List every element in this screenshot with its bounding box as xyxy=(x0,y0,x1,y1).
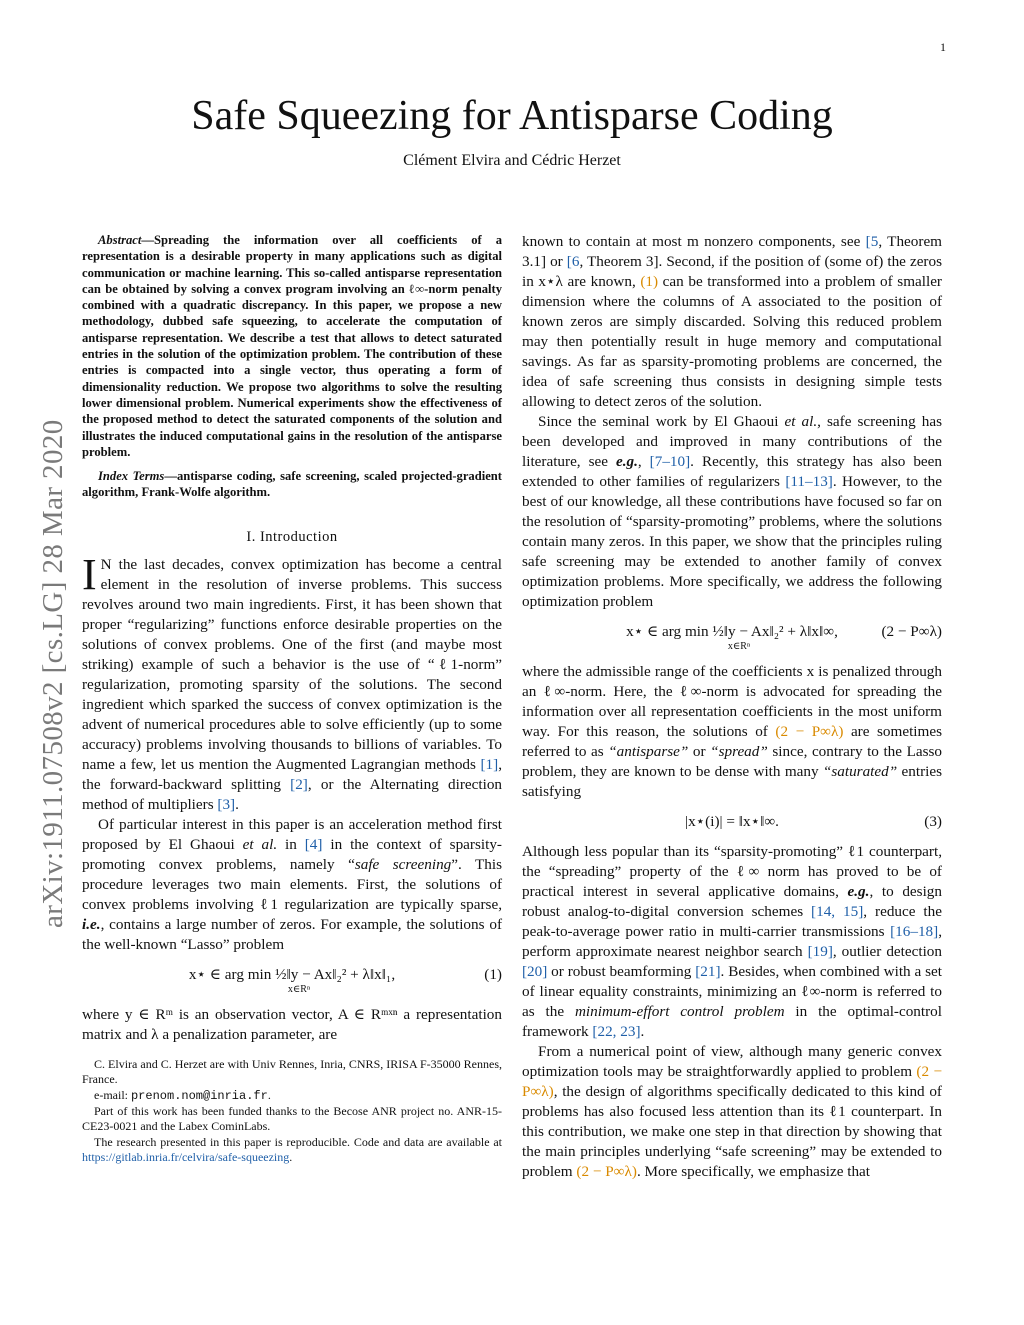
right-paragraph-1: known to contain at most m nonzero components, see [5, Theorem 3.1] or [6, Theorem 3]. Second, if the position of (some of) the zeros in x⋆λ are known, (1) can be transformed into a problem of smaller dimension where the columns of A associated to the position of known zeros are simply discarded. Solving this reduced problem may then potentially result in huge memory and computational savings. As far as sparsity-promoting problems are concerned, the idea of safe screening thus consists in designing simple tests allowing to detect zeros of the solution. xyxy=(522,233,943,410)
equation-3 xyxy=(522,812,942,832)
footnotes xyxy=(82,1057,502,1166)
citation-link[interactable]: [2] xyxy=(290,775,308,793)
left-column xyxy=(82,232,502,1166)
abstract-text: Spreading the information over all coefficients of a representation is a desirable property in many applications such as digital communication or machine learning. This so-called antisparse representation can be obtained by solving a convex program involving an ℓ∞-norm penalty combined with a quadratic discrepancy. In this paper, we propose a new methodology, dubbed safe squeezing, to accelerate the computation of antisparse representation. We describe a test that allows to detect saturated entries in the solution of the optimization problem. The contribution of these entries is compacted into a single vector, thus operating a form of dimensionality reduction. We propose two algorithms to solve the resulting lower dimensional problem. Numerical experiments show the effectiveness of the proposed method to detect the saturated components of the solution and illustrates the induced computational gains in the resolution of the antisparse problem. xyxy=(82,233,502,459)
citation-link[interactable]: [7–10] xyxy=(649,453,691,470)
footnote-reproducibility: The research presented in this paper is reproducible. Code and data are available at https://gitlab.inria.fr/celvira/safe-squeezing. xyxy=(82,1134,502,1165)
email-address: prenom.nom@inria.fr xyxy=(130,1088,268,1103)
equation-2-body: x⋆ ∈ arg min ½‖y − Ax‖₂² + λ‖x‖∞, xyxy=(626,623,838,640)
equation-1-number: (1) xyxy=(484,965,502,983)
citation-link[interactable]: [21] xyxy=(695,963,721,980)
abstract-label: Abstract xyxy=(98,233,142,247)
citation-link[interactable]: [4] xyxy=(304,835,323,853)
equation-1-subscript: x∈Rⁿ xyxy=(287,983,311,995)
right-paragraph-3: where the admissible range of the coefficients x is penalized through an ℓ∞-norm. Here, the ℓ∞-norm is advocated for spreading the information over all representation coefficients in the most uniform way. For this reason, the solutions of (2 − P∞λ) are sometimes referred to as “antisparse” or “spread” since, contrary to the Lasso problem, they are known to be dense with many “saturated” entries satisfying xyxy=(522,663,943,800)
section-heading-introduction: I. Introduction xyxy=(246,528,338,545)
code-repository-link[interactable]: https://gitlab.inria.fr/celvira/safe-squeezing xyxy=(82,1150,290,1165)
intro-paragraph-1: I N the last decades, convex optimization has become a central element in the resolution of inverse problems. This success revolves around two main ingredients. First, it has been shown that proper “regularizing” functions enforce desirable properties on the solutions of convex problems. One of the first (and maybe most striking) example of such a behavior is the use of “ℓ1-norm” regularization, promoting sparsity of the solutions. The second ingredient which sparked the success of convex optimization is the advent of numerical procedures able to solve efficiently (up to some accuracy) problems involving thousands to billions of variables. To name a few, let us mention the Augmented Lagrangian methods [1], the forward-backward splitting [2], or the Alternating direction method of multipliers [3]. xyxy=(82,549,503,813)
arxiv-identifier-stamp: arXiv:1911.07508v2 [cs.LG] 28 Mar 2020 xyxy=(37,419,69,928)
equation-reference-link[interactable]: (2 − P∞λ) xyxy=(775,723,844,740)
paper-title: Safe Squeezing for Antisparse Coding xyxy=(191,93,833,139)
page-number: 1 xyxy=(940,40,946,54)
citation-link[interactable]: [20] xyxy=(522,963,548,980)
index-terms-label: Index Terms xyxy=(98,469,165,484)
citation-link[interactable]: [22, 23] xyxy=(592,1023,641,1040)
intro-paragraph-2: Of particular interest in this paper is an acceleration method first proposed by El Ghaoui et al. in [4] in the context of sparsity-promoting convex problems, namely “safe screening”. This procedure leverages two main elements. First, the solutions of convex problems involving ℓ1 regularization are typically sparse, i.e., contains a large number of zeros. For example, the solutions of the well-known “Lasso” problem xyxy=(82,815,503,953)
index-terms-text: antisparse coding, safe screening, scaled projected-gradient algorithm, Frank-Wolfe algorithm. xyxy=(82,469,502,500)
equation-2-subscript: x∈Rⁿ xyxy=(727,641,751,652)
citation-link[interactable]: [6 xyxy=(566,253,580,270)
right-paragraph-2: Since the seminal work by El Ghaoui et al., safe screening has been developed and improved in many contributions of the literature, see e.g., [7–10]. Recently, this strategy has also been extended to other families of regularizers [11–13]. However, to the best of our knowledge, all these contributions have focused so far on the resolution of “sparsity-promoting” problems, where the solutions contain many zeros. In this paper, we show that the principles ruling safe screening may be extended to another family of convex optimization problems. More specifically, we address the following optimization problem xyxy=(522,413,943,610)
equation-reference-link[interactable]: (2 − P∞λ) xyxy=(522,1063,943,1100)
right-column xyxy=(522,232,942,1182)
abstract: Abstract—Spreading the information over all coefficients of a representation is a desirable property in many applications such as digital communication or machine learning. This so-called antisparse representation can be obtained by solving a convex program involving an ℓ∞-norm penalty combined with a quadratic discrepancy. In this paper, we propose a new methodology, dubbed safe squeezing, to accelerate the computation of antisparse representation. We describe a test that allows to detect saturated entries in the solution of the optimization problem. The contribution of these entries is compacted into a single vector, thus operating a form of dimensionality reduction. We propose two algorithms to solve the resulting lower dimensional problem. Numerical experiments show the effectiveness of the proposed method to detect the saturated components of the solution and illustrates the induced computational gains in the resolution of the antisparse problem. xyxy=(82,233,502,459)
equation-3-body: |x⋆(i)| = ‖x⋆‖∞. xyxy=(685,813,779,830)
equation-2 xyxy=(522,622,942,652)
citation-link[interactable]: [19] xyxy=(807,943,833,960)
citation-link[interactable]: [11–13] xyxy=(785,473,833,490)
citation-link[interactable]: [5 xyxy=(865,233,879,250)
drop-cap: I xyxy=(82,549,97,599)
paper-authors: Clément Elvira and Cédric Herzet xyxy=(403,152,621,169)
equation-1 xyxy=(82,965,502,995)
right-paragraph-4: Although less popular than its “sparsity-promoting” ℓ1 counterpart, the “spreading” property of the ℓ∞ norm has proved to be of practical interest in several applicative domains, e.g., to design robust analog-to-digital conversion schemes [14, 15], reduce the peak-to-average power ratio in multi-carrier transmissions [16–18], perform approximate nearest neighbor search [19], outlier detection [20] or robust beamforming [21]. Besides, when combined with a set of linear equality constraints, minimizing an ℓ∞-norm is referred to as the minimum-effort control problem in the optimal-control framework [22, 23]. xyxy=(522,843,942,1040)
equation-1-body: x⋆ ∈ arg min ½‖y − Ax‖₂² + λ‖x‖₁, xyxy=(188,965,396,983)
footnote-affiliation: C. Elvira and C. Herzet are with Univ Rennes, Inria, CNRS, IRISA F-35000 Rennes, France. xyxy=(82,1056,502,1087)
citation-link[interactable]: [14, 15] xyxy=(811,903,864,920)
footnote-funding: Part of this work has been funded thanks to the Becose ANR project no. ANR-15-CE23-0021 and the Labex CominLabs. xyxy=(82,1103,502,1134)
citation-link[interactable]: [16–18] xyxy=(890,923,939,940)
index-terms: Index Terms—antisparse coding, safe screening, scaled projected-gradient algorithm, Frank-Wolfe algorithm. xyxy=(82,469,502,500)
intro-paragraph-3: where y ∈ Rᵐ is an observation vector, A ∈ Rᵐˣⁿ a representation matrix and λ a penalization parameter, are xyxy=(82,1005,502,1043)
right-paragraph-5: From a numerical point of view, although many generic convex optimization tools may be straightforwardly applied to problem (2 − P∞λ), the design of algorithms specifically dedicated to this kind of problems has also focused less attention than its ℓ1 counterpart. In this contribution, we make one step in that direction by showing that the main principles underlying “safe screening” may be extended to problem (2 − P∞λ). More specifically, we emphasize that xyxy=(522,1043,943,1180)
citation-link[interactable]: [1] xyxy=(480,755,499,773)
equation-2-label: (2 − P∞λ) xyxy=(881,623,942,640)
equation-reference-link[interactable]: (2 − P∞λ) xyxy=(576,1163,637,1180)
equation-3-number: (3) xyxy=(924,813,942,830)
citation-link[interactable]: [3] xyxy=(217,795,236,813)
equation-reference-link[interactable]: (1) xyxy=(640,273,659,290)
footnote-email: e-mail: prenom.nom@inria.fr. xyxy=(94,1087,271,1103)
